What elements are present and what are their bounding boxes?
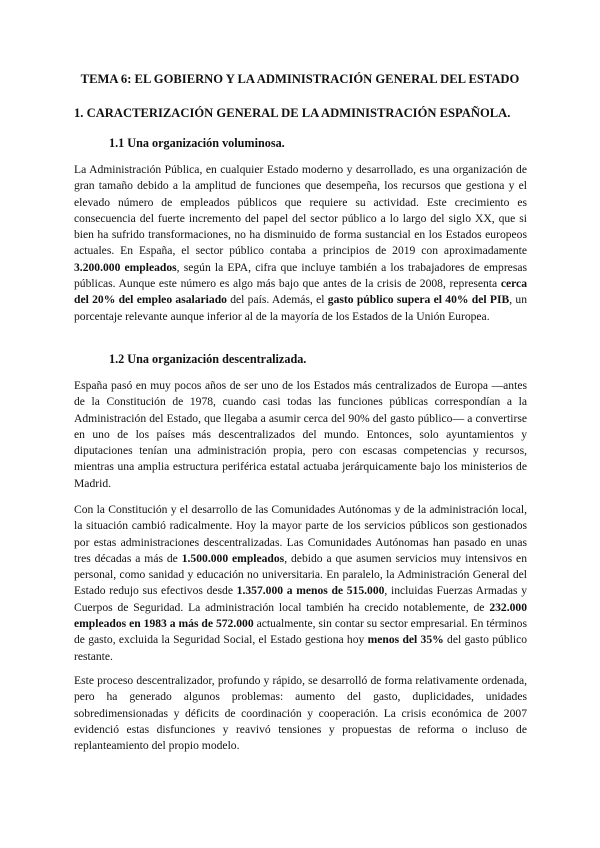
paragraph-text: , un porcentaje relevante aunque inferior al de la mayoría de los Estados de la Unión Europea.	[74, 293, 528, 323]
bold-figure: 1.357.000 a menos de 515.000	[236, 584, 385, 598]
document-title: TEMA 6: EL GOBIERNO Y LA ADMINISTRACIÓN GENERAL DEL ESTADO	[80, 72, 520, 86]
paragraph-text: Este proceso descentralizador, profundo y rápido, se desarrolló de forma relativamente ordenada, pero ha generado algunos problemas: aumento del gasto, duplicidades, unidades sobredimensionadas y déficits de coordinación y cooperación. La crisis económica de 2007 evidenció estas disfunciones y reavivó tensiones y propuestas de reforma o incluso de replanteamiento del propio modelo.	[74, 674, 527, 753]
paragraph-text: , según la EPA, cifra que incluye también a los trabajadores de empresas públicas. Aunque este número es algo más bajo que antes de la crisis de 2008, representa	[74, 260, 527, 291]
paragraph-centralizacion	[74, 378, 527, 492]
paragraph-problemas	[74, 673, 527, 754]
paragraph-text: Con la Constitución y el desarrollo de las Comunidades Autónomas y de la administración local, la situación cambió radicalmente. Hoy la mayor parte de los servicios públicos son gestionados por estas administraciones descentralizadas. Las Comunidades Autónomas han pasado en unas tres décadas a más de	[74, 503, 527, 565]
subsection-heading-1-1: 1.1 Una organización voluminosa.	[109, 136, 285, 150]
bold-figure: menos del 35%	[367, 633, 444, 647]
bold-figure: 3.200.000 empleados	[74, 260, 177, 274]
paragraph-text: actualmente, sin contar su sector empresarial. En términos de gasto, excluida la Seguridad Social, el Estado gestiona hoy	[74, 617, 527, 647]
paragraph-text: , incluidas Fuerzas Armadas y Cuerpos de Seguridad. La administración local también ha crecido notablemente, de	[74, 584, 527, 614]
bold-figure: 1.500.000 empleados	[181, 551, 285, 565]
bold-figure: cerca del 20% del empleo asalariado	[74, 277, 527, 307]
paragraph-descentralizacion	[74, 502, 527, 665]
paragraph-text: , debido a que asumen servicios muy intensivos en personal, como sanidad y educación no universitaria. En paralelo, la Administración General del Estado redujo sus efectivos desde	[74, 551, 528, 598]
section-heading: 1. CARACTERIZACIÓN GENERAL DE LA ADMINISTRACIÓN ESPAÑOLA.	[74, 106, 511, 120]
bold-figure: gasto público supera el 40% del PIB	[327, 293, 510, 307]
paragraph-text: del país. Además, el	[226, 293, 328, 307]
paragraph-text: del gasto público restante.	[74, 633, 528, 663]
bold-figure: 232.000 empleados en 1983 a más de 572.000	[74, 600, 527, 631]
paragraph-voluminosa	[74, 162, 527, 325]
paragraph-text: La Administración Pública, en cualquier Estado moderno y desarrollado, es una organización de gran tamaño debido a la amplitud de funciones que desempeña, los recursos que gestiona y el elevado número de empleados públicos que requiere su actividad. Este crecimiento es consecuencia del fuerte incremento del papel del sector público a lo largo del siglo XX, que si bien ha sufrido transformaciones, no ha disminuido de forma sustancial en los Estados europeos actuales. En España, el sector público contaba a principios de 2019 con aproximadamente	[74, 163, 527, 258]
paragraph-text: España pasó en muy pocos años de ser uno de los Estados más centralizados de Europa —antes de la Constitución de 1978, cuando casi todas las funciones públicas correspondían a la Administración del Estado, que llegaba a asumir cerca del 90% del gasto público— a convertirse en uno de los países más descentralizados del mundo. Entonces, solo ayuntamientos y diputaciones tenían una administración propia, pero con escasas competencias y recursos, mientras una amplia estructura periférica estatal actuaba jerárquicamente bajo los ministerios de Madrid.	[74, 379, 527, 490]
subsection-heading-1-2: 1.2 Una organización descentralizada.	[109, 352, 307, 366]
